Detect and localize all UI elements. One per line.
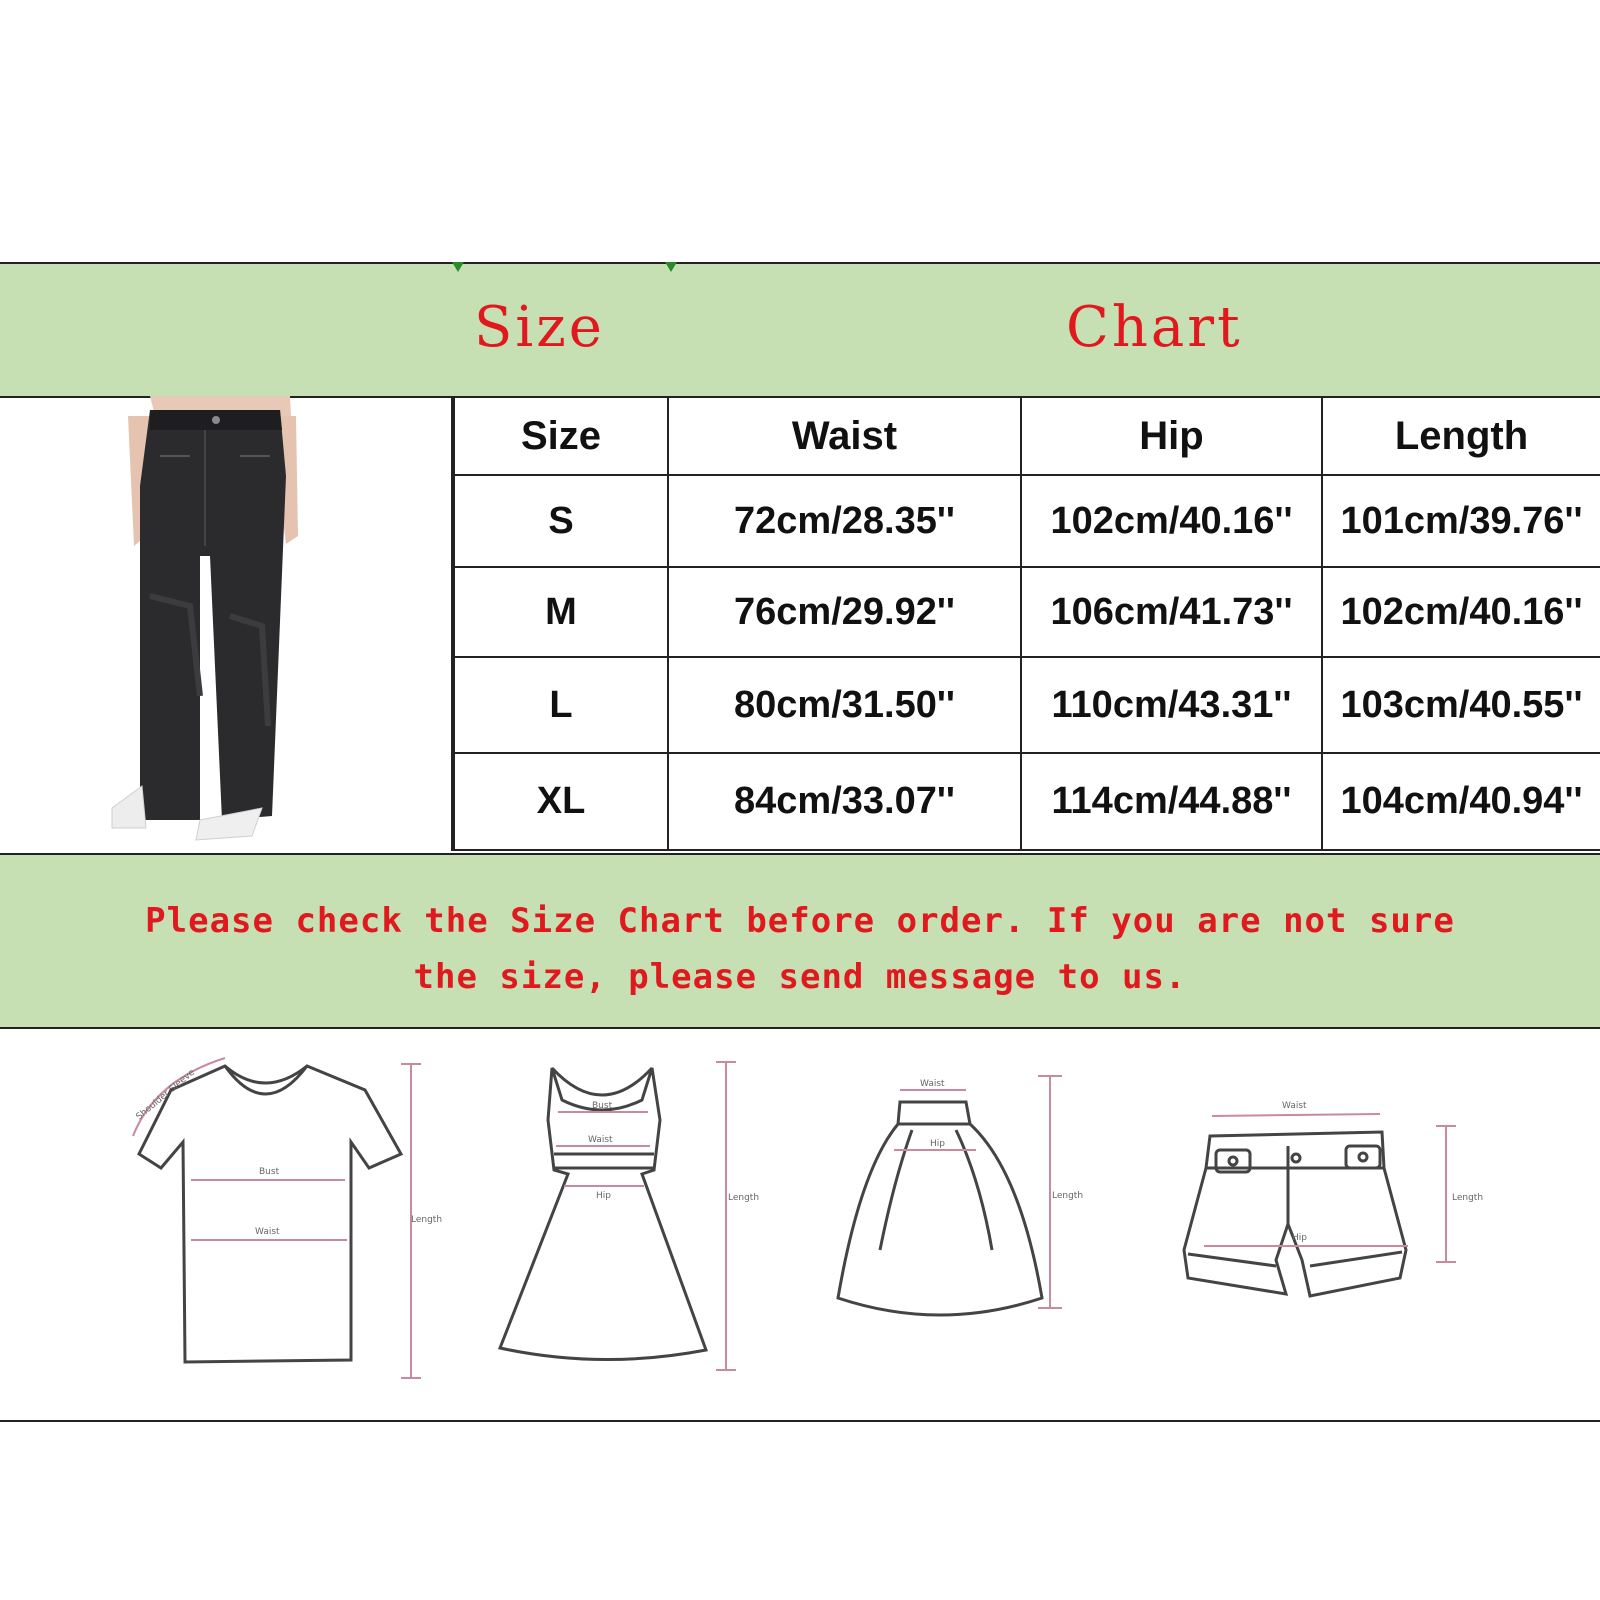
cell-hip: 102cm/40.16'': [1021, 475, 1322, 567]
cell-length: 102cm/40.16'': [1322, 567, 1600, 657]
table-row: [454, 753, 1600, 850]
dress-waist-label: Waist: [588, 1135, 613, 1145]
green-tick-mark: [452, 262, 464, 272]
cell-hip: 110cm/43.31'': [1021, 657, 1322, 753]
table-header-row: [454, 397, 1600, 475]
cell-size: L: [454, 657, 668, 753]
green-tick-mark: [665, 262, 677, 272]
dress-hip-label: Hip: [596, 1191, 611, 1201]
table-row: [454, 567, 1600, 657]
notice-line-1: Please check the Size Chart before order. If you are not sure: [145, 901, 1455, 941]
skirt-waist-label: Waist: [920, 1079, 945, 1089]
title-chart: Chart: [1066, 295, 1243, 360]
tshirt-waist-label: Waist: [255, 1227, 280, 1237]
shorts-hip-label: Hip: [1292, 1233, 1307, 1243]
column-header-hip: Hip: [1021, 397, 1322, 475]
cell-waist: 76cm/29.92'': [668, 567, 1021, 657]
product-image-cell: [0, 396, 453, 851]
cell-hip: 106cm/41.73'': [1021, 567, 1322, 657]
dress-diagram: [492, 1050, 762, 1390]
cell-hip: 114cm/44.88'': [1021, 753, 1322, 850]
tshirt-diagram: [125, 1050, 445, 1390]
cell-waist: 72cm/28.35'': [668, 475, 1021, 567]
cell-length: 104cm/40.94'': [1322, 753, 1600, 850]
column-header-length: Length: [1322, 397, 1600, 475]
notice-text: [30, 893, 1570, 1005]
jeans-product-image: [0, 396, 451, 851]
cell-waist: 80cm/31.50'': [668, 657, 1021, 753]
title-band: [0, 262, 1600, 398]
cell-size: S: [454, 475, 668, 567]
cell-size: M: [454, 567, 668, 657]
shorts-diagram: [1170, 1050, 1490, 1310]
shorts-waist-label: Waist: [1282, 1101, 1307, 1111]
dress-length-label: Length: [728, 1193, 760, 1203]
column-header-size: Size: [454, 397, 668, 475]
skirt-length-label: Length: [1052, 1191, 1084, 1201]
skirt-diagram: [830, 1050, 1090, 1350]
tshirt-bust-label: Bust: [259, 1167, 280, 1177]
cell-length: 103cm/40.55'': [1322, 657, 1600, 753]
column-header-waist: Waist: [668, 397, 1021, 475]
cell-waist: 84cm/33.07'': [668, 753, 1021, 850]
skirt-hip-label: Hip: [930, 1139, 945, 1149]
tshirt-shoulder-label: Shoulder Sleeve: [134, 1067, 197, 1123]
cell-size: XL: [454, 753, 668, 850]
dress-bust-label: Bust: [592, 1101, 613, 1111]
bottom-divider: [0, 1420, 1600, 1422]
notice-line-2: the size, please send message to us.: [413, 957, 1187, 997]
title-size: Size: [474, 295, 605, 360]
table-row: [454, 475, 1600, 567]
shorts-length-label: Length: [1452, 1193, 1484, 1203]
table-row: [454, 657, 1600, 753]
size-table: [453, 396, 1600, 851]
cell-length: 101cm/39.76'': [1322, 475, 1600, 567]
tshirt-length-label: Length: [411, 1215, 443, 1225]
